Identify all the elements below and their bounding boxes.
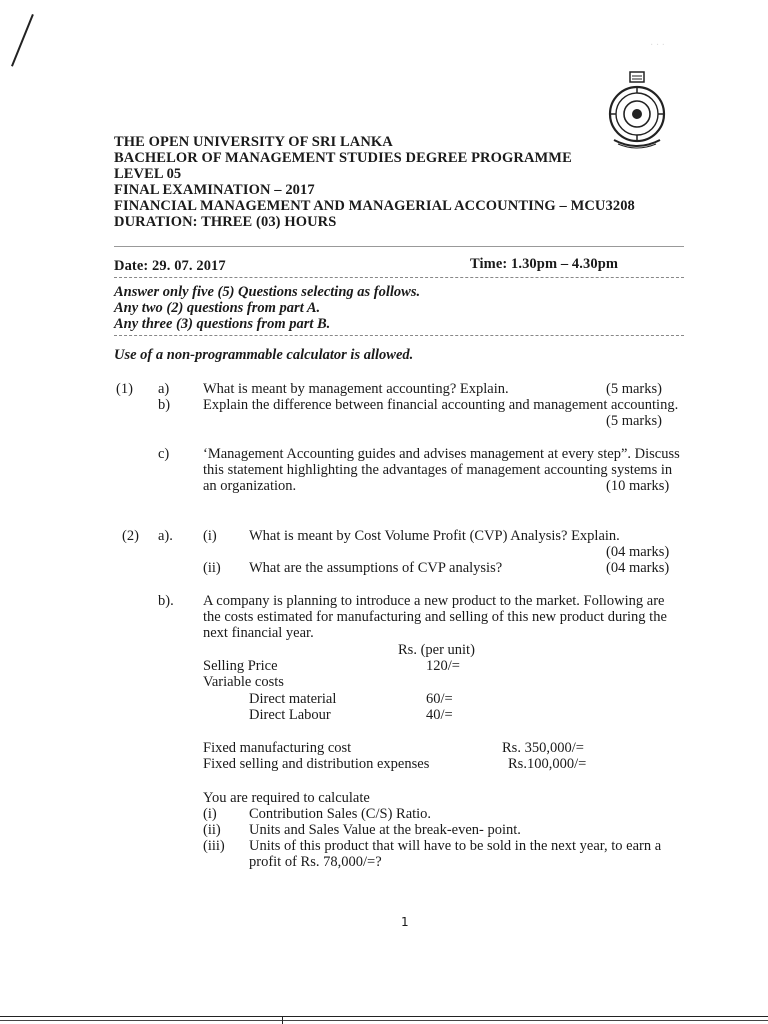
cost-label: Selling Price — [203, 658, 278, 674]
exam-time: Time: 1.30pm – 4.30pm — [470, 256, 619, 272]
question-text: ‘Management Accounting guides and advises management at every step”. Discuss — [203, 446, 680, 462]
cost-value: 60/= — [426, 691, 453, 707]
question-text: What is meant by Cost Volume Profit (CVP) Analysis? Explain. — [249, 528, 620, 544]
marks: (04 marks) — [606, 560, 670, 576]
exam-title: FINAL EXAMINATION – 2017 — [114, 182, 315, 198]
column-header: Rs. (per unit) — [398, 642, 475, 658]
question-text: What is meant by management accounting? Explain. — [203, 381, 509, 397]
sub-part-label: (i) — [203, 528, 217, 544]
duration: DURATION: THREE (03) HOURS — [114, 214, 337, 230]
cost-label: Fixed manufacturing cost — [203, 740, 352, 756]
question-text: an organization. — [203, 478, 297, 494]
cost-value: Rs. 350,000/= — [502, 740, 584, 756]
part-label: b) — [158, 397, 171, 413]
cost-value: 120/= — [426, 658, 460, 674]
instruction-line: Any three (3) questions from part B. — [114, 316, 331, 332]
university-name: THE OPEN UNIVERSITY OF SRI LANKA — [114, 134, 393, 150]
course-title: FINANCIAL MANAGEMENT AND MANAGERIAL ACCOUNTING – MCU3208 — [114, 198, 635, 214]
instruction-line: Answer only five (5) Questions selecting as follows. — [114, 284, 421, 300]
part-label: a). — [158, 528, 173, 544]
requirement-text: profit of Rs. 78,000/=? — [249, 854, 382, 870]
scan-artifact: · · · — [650, 40, 665, 51]
marks: (5 marks) — [606, 381, 662, 397]
cost-label: Variable costs — [203, 674, 284, 690]
footer-tick — [282, 1016, 283, 1024]
footer-rule — [0, 1020, 768, 1021]
instruction-line: Any two (2) questions from part A. — [114, 300, 321, 316]
programme-name: BACHELOR OF MANAGEMENT STUDIES DEGREE PROGRAMME — [114, 150, 572, 166]
marks: (04 marks) — [606, 544, 670, 560]
question-text: A company is planning to introduce a new product to the market. Following are — [203, 593, 665, 609]
part-label: a) — [158, 381, 170, 397]
page-number: 1 — [401, 915, 409, 929]
cost-value: 40/= — [426, 707, 453, 723]
level: LEVEL 05 — [114, 166, 182, 182]
question-number: (1) — [116, 381, 133, 397]
requirement-text: Units and Sales Value at the break-even- point. — [249, 822, 521, 838]
exam-date: Date: 29. 07. 2017 — [114, 258, 226, 274]
sub-part-label: (i) — [203, 806, 217, 822]
sub-part-label: (iii) — [203, 838, 225, 854]
question-text: the costs estimated for manufacturing and selling of this new product during the — [203, 609, 667, 625]
university-seal-icon — [604, 70, 670, 154]
divider — [114, 246, 684, 247]
part-label: b). — [158, 593, 174, 609]
divider — [114, 335, 684, 336]
divider — [114, 277, 684, 278]
sub-part-label: (ii) — [203, 560, 221, 576]
cost-label: Direct Labour — [249, 707, 331, 723]
requirement-text: Contribution Sales (C/S) Ratio. — [249, 806, 432, 822]
marks: (10 marks) — [606, 478, 670, 494]
question-text: Explain the difference between financial accounting and management accounting. — [203, 397, 679, 413]
sub-part-label: (ii) — [203, 822, 221, 838]
pen-mark — [11, 14, 34, 67]
requirement-intro: You are required to calculate — [203, 790, 370, 806]
marks: (5 marks) — [606, 413, 662, 429]
part-label: c) — [158, 446, 170, 462]
calculator-note: Use of a non-programmable calculator is allowed. — [114, 347, 414, 363]
requirement-text: Units of this product that will have to be sold in the next year, to earn a — [249, 838, 662, 854]
cost-label: Direct material — [249, 691, 337, 707]
cost-label: Fixed selling and distribution expenses — [203, 756, 430, 772]
cost-value: Rs.100,000/= — [508, 756, 587, 772]
footer-rule — [0, 1016, 768, 1017]
question-text: this statement highlighting the advantages of management accounting systems in — [203, 462, 673, 478]
question-number: (2) — [122, 528, 139, 544]
question-text: What are the assumptions of CVP analysis? — [249, 560, 503, 576]
question-text: next financial year. — [203, 625, 314, 641]
